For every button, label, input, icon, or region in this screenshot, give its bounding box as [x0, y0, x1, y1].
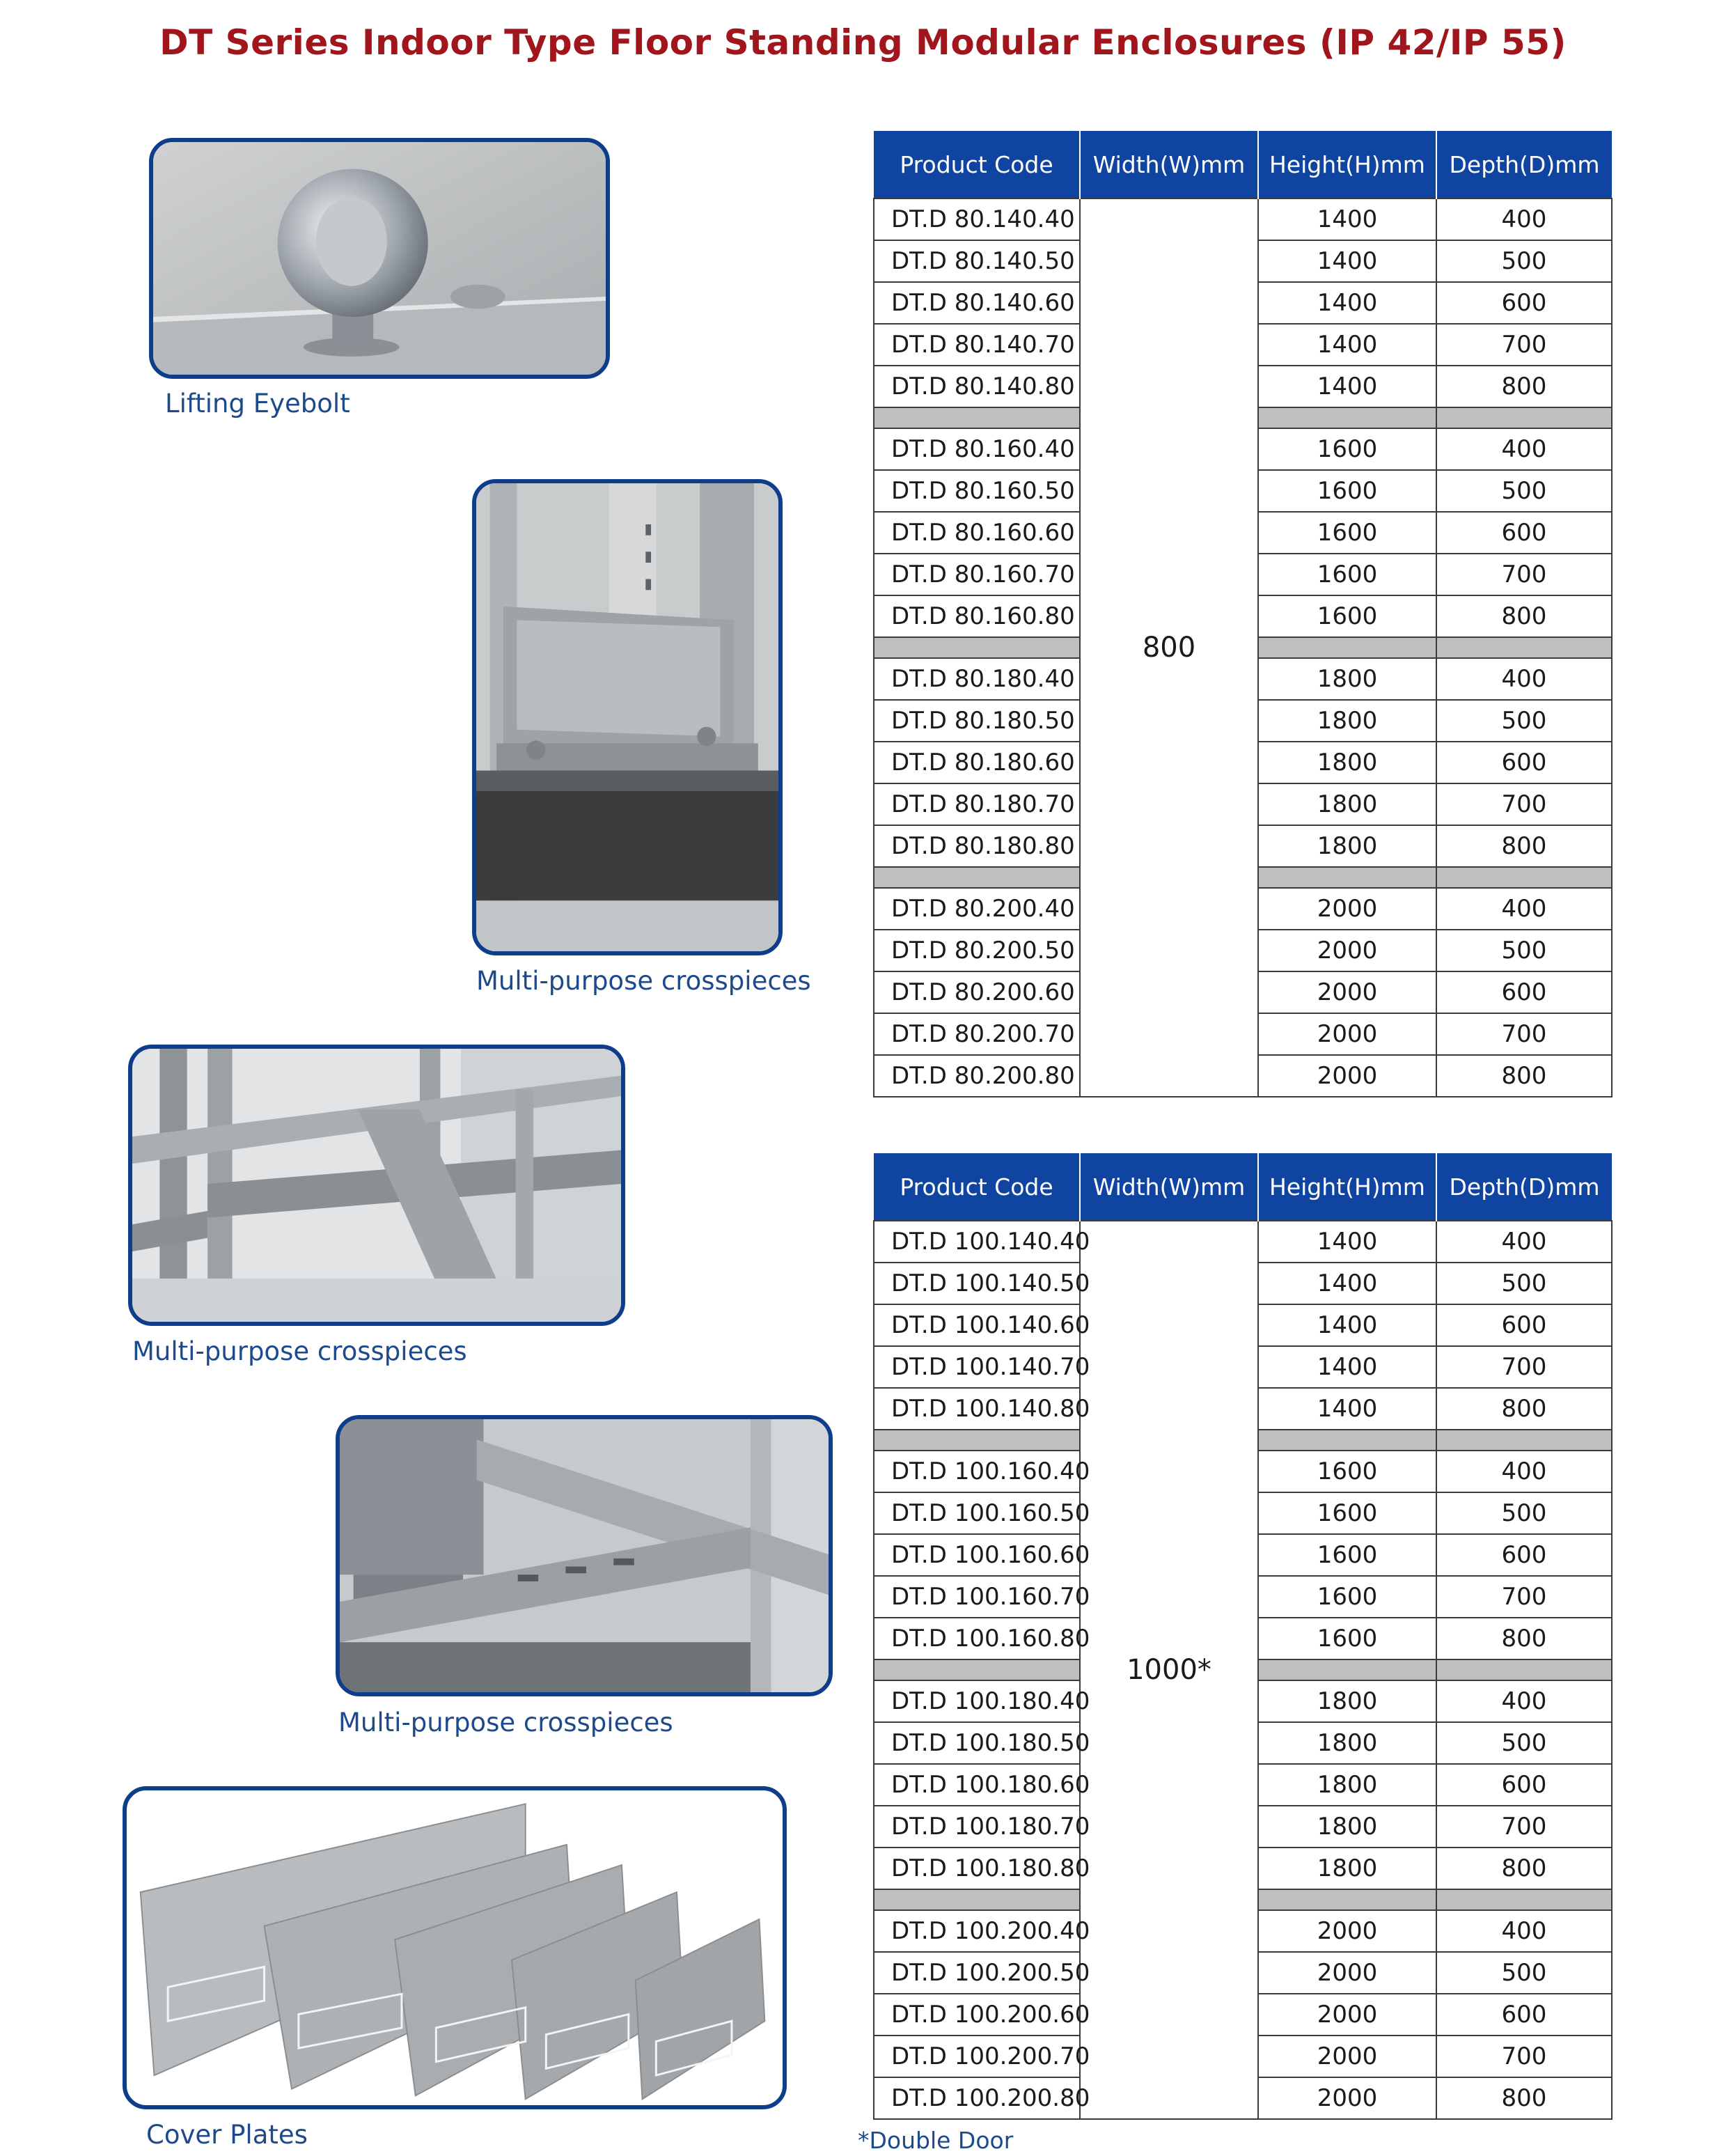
product-code-cell: DT.D 100.160.60: [874, 1534, 1080, 1576]
depth-cell: 400: [1436, 1221, 1612, 1263]
depth-cell: 700: [1436, 324, 1612, 366]
depth-cell: 400: [1436, 198, 1612, 240]
header-width: Width(W)mm: [1080, 1153, 1258, 1221]
height-cell: 1800: [1258, 1680, 1436, 1722]
separator-cell: [874, 407, 1080, 428]
header-product-code: Product Code: [874, 131, 1080, 198]
depth-cell: 500: [1436, 470, 1612, 512]
depth-cell: 400: [1436, 658, 1612, 700]
eyebolt-photo: [149, 138, 610, 379]
page-title: DT Series Indoor Type Floor Standing Modular Enclosures (IP 42/IP 55): [159, 22, 1567, 63]
separator-cell: [1436, 1659, 1612, 1680]
product-code-cell: DT.D 80.140.60: [874, 282, 1080, 324]
depth-cell: 400: [1436, 428, 1612, 470]
product-code-cell: DT.D 80.160.80: [874, 595, 1080, 637]
product-code-cell: DT.D 100.180.70: [874, 1806, 1080, 1848]
header-depth: Depth(D)mm: [1436, 131, 1612, 198]
crosspieces-caption-3: Multi-purpose crosspieces: [338, 1708, 673, 1737]
product-code-cell: DT.D 100.140.70: [874, 1346, 1080, 1388]
product-code-cell: DT.D 80.180.50: [874, 700, 1080, 742]
depth-cell: 700: [1436, 554, 1612, 595]
height-cell: 1400: [1258, 198, 1436, 240]
height-cell: 2000: [1258, 2036, 1436, 2077]
product-code-cell: DT.D 100.160.40: [874, 1451, 1080, 1492]
product-code-cell: DT.D 80.180.40: [874, 658, 1080, 700]
crosspieces-caption-1: Multi-purpose crosspieces: [476, 966, 811, 996]
width-cell: 800: [1080, 198, 1258, 1097]
spec-table-1000: [873, 1153, 1613, 2120]
depth-cell: 500: [1436, 700, 1612, 742]
product-code-cell: DT.D 80.200.60: [874, 971, 1080, 1013]
height-cell: 1800: [1258, 825, 1436, 867]
height-cell: 1800: [1258, 783, 1436, 825]
height-cell: 1400: [1258, 324, 1436, 366]
depth-cell: 800: [1436, 1848, 1612, 1889]
depth-cell: 800: [1436, 1618, 1612, 1659]
separator-cell: [1436, 1889, 1612, 1910]
product-code-cell: DT.D 80.160.60: [874, 512, 1080, 554]
height-cell: 1600: [1258, 512, 1436, 554]
depth-cell: 800: [1436, 1055, 1612, 1097]
separator-cell: [1436, 407, 1612, 428]
depth-cell: 600: [1436, 282, 1612, 324]
depth-cell: 500: [1436, 1492, 1612, 1534]
height-cell: 2000: [1258, 930, 1436, 971]
product-code-cell: DT.D 100.140.40: [874, 1221, 1080, 1263]
height-cell: 1400: [1258, 282, 1436, 324]
height-cell: 2000: [1258, 1952, 1436, 1994]
height-cell: 1600: [1258, 1534, 1436, 1576]
product-code-cell: DT.D 80.180.70: [874, 783, 1080, 825]
width-cell: 1000*: [1080, 1221, 1258, 2119]
separator-cell: [1258, 1889, 1436, 1910]
height-cell: 1600: [1258, 1451, 1436, 1492]
height-cell: 1600: [1258, 554, 1436, 595]
product-code-cell: DT.D 100.180.50: [874, 1722, 1080, 1764]
product-code-cell: DT.D 80.140.80: [874, 366, 1080, 407]
height-cell: 1400: [1258, 366, 1436, 407]
separator-cell: [1436, 1430, 1612, 1451]
product-code-cell: DT.D 100.140.80: [874, 1388, 1080, 1430]
product-code-cell: DT.D 100.140.50: [874, 1263, 1080, 1304]
product-code-cell: DT.D 80.140.40: [874, 198, 1080, 240]
spec-table-800: [873, 131, 1613, 1097]
depth-cell: 500: [1436, 1722, 1612, 1764]
separator-cell: [1258, 1659, 1436, 1680]
product-code-cell: DT.D 80.200.70: [874, 1013, 1080, 1055]
product-code-cell: DT.D 100.160.80: [874, 1618, 1080, 1659]
height-cell: 1600: [1258, 595, 1436, 637]
header-width: Width(W)mm: [1080, 131, 1258, 198]
height-cell: 1800: [1258, 700, 1436, 742]
depth-cell: 600: [1436, 1994, 1612, 2036]
height-cell: 1400: [1258, 1221, 1436, 1263]
depth-cell: 500: [1436, 1952, 1612, 1994]
product-code-cell: DT.D 100.180.60: [874, 1764, 1080, 1806]
product-code-cell: DT.D 100.180.40: [874, 1680, 1080, 1722]
depth-cell: 800: [1436, 2077, 1612, 2119]
product-code-cell: DT.D 100.160.70: [874, 1576, 1080, 1618]
depth-cell: 400: [1436, 1680, 1612, 1722]
product-code-cell: DT.D 100.160.50: [874, 1492, 1080, 1534]
height-cell: 1600: [1258, 428, 1436, 470]
header-depth: Depth(D)mm: [1436, 1153, 1612, 1221]
height-cell: 1800: [1258, 1848, 1436, 1889]
height-cell: 1800: [1258, 1764, 1436, 1806]
height-cell: 1400: [1258, 1304, 1436, 1346]
depth-cell: 600: [1436, 512, 1612, 554]
table-body: [874, 1221, 1612, 2119]
height-cell: 1600: [1258, 1492, 1436, 1534]
separator-cell: [874, 867, 1080, 888]
depth-cell: 800: [1436, 1388, 1612, 1430]
height-cell: 2000: [1258, 971, 1436, 1013]
depth-cell: 400: [1436, 1910, 1612, 1952]
product-code-cell: DT.D 80.200.50: [874, 930, 1080, 971]
depth-cell: 800: [1436, 366, 1612, 407]
height-cell: 2000: [1258, 1055, 1436, 1097]
footnote: *Double Door: [858, 2127, 1014, 2154]
depth-cell: 700: [1436, 783, 1612, 825]
height-cell: 1800: [1258, 742, 1436, 783]
height-cell: 1400: [1258, 1388, 1436, 1430]
product-code-cell: DT.D 100.180.80: [874, 1848, 1080, 1889]
separator-cell: [874, 1659, 1080, 1680]
product-code-cell: DT.D 80.200.40: [874, 888, 1080, 930]
height-cell: 2000: [1258, 1910, 1436, 1952]
height-cell: 1600: [1258, 1576, 1436, 1618]
product-code-cell: DT.D 100.200.70: [874, 2036, 1080, 2077]
depth-cell: 700: [1436, 1346, 1612, 1388]
separator-cell: [874, 1889, 1080, 1910]
product-code-cell: DT.D 100.140.60: [874, 1304, 1080, 1346]
separator-cell: [1436, 867, 1612, 888]
table-body: [874, 198, 1612, 1097]
product-code-cell: DT.D 80.180.80: [874, 825, 1080, 867]
depth-cell: 700: [1436, 2036, 1612, 2077]
depth-cell: 500: [1436, 1263, 1612, 1304]
product-code-cell: DT.D 80.200.80: [874, 1055, 1080, 1097]
product-code-cell: DT.D 100.200.60: [874, 1994, 1080, 2036]
depth-cell: 500: [1436, 930, 1612, 971]
depth-cell: 400: [1436, 1451, 1612, 1492]
crosspieces-caption-2: Multi-purpose crosspieces: [132, 1336, 467, 1366]
height-cell: 1600: [1258, 470, 1436, 512]
height-cell: 1800: [1258, 1806, 1436, 1848]
depth-cell: 500: [1436, 240, 1612, 282]
header-height: Height(H)mm: [1258, 131, 1436, 198]
product-code-cell: DT.D 80.160.70: [874, 554, 1080, 595]
header-product-code: Product Code: [874, 1153, 1080, 1221]
depth-cell: 600: [1436, 742, 1612, 783]
depth-cell: 800: [1436, 595, 1612, 637]
height-cell: 2000: [1258, 1013, 1436, 1055]
height-cell: 1800: [1258, 1722, 1436, 1764]
cover-plates-photo: [123, 1786, 787, 2109]
depth-cell: 600: [1436, 971, 1612, 1013]
separator-cell: [874, 637, 1080, 658]
product-code-cell: DT.D 100.200.80: [874, 2077, 1080, 2119]
depth-cell: 400: [1436, 888, 1612, 930]
crosspieces-photo-2: [128, 1045, 625, 1326]
separator-cell: [1258, 1430, 1436, 1451]
height-cell: 1400: [1258, 240, 1436, 282]
depth-cell: 700: [1436, 1806, 1612, 1848]
table-row: [874, 198, 1612, 240]
depth-cell: 700: [1436, 1576, 1612, 1618]
depth-cell: 600: [1436, 1534, 1612, 1576]
separator-cell: [1258, 637, 1436, 658]
table-header-row: [874, 131, 1612, 198]
separator-cell: [874, 1430, 1080, 1451]
product-code-cell: DT.D 80.180.60: [874, 742, 1080, 783]
height-cell: 1400: [1258, 1263, 1436, 1304]
product-code-cell: DT.D 80.160.40: [874, 428, 1080, 470]
crosspieces-photo-3: [336, 1415, 833, 1696]
height-cell: 2000: [1258, 2077, 1436, 2119]
table-header-row: [874, 1153, 1612, 1221]
product-code-cell: DT.D 80.140.70: [874, 324, 1080, 366]
eyebolt-caption: Lifting Eyebolt: [165, 389, 350, 419]
height-cell: 1600: [1258, 1618, 1436, 1659]
product-code-cell: DT.D 80.160.50: [874, 470, 1080, 512]
separator-cell: [1436, 637, 1612, 658]
cover-plates-caption: Cover Plates: [146, 2120, 308, 2150]
depth-cell: 600: [1436, 1304, 1612, 1346]
height-cell: 1800: [1258, 658, 1436, 700]
depth-cell: 600: [1436, 1764, 1612, 1806]
height-cell: 2000: [1258, 1994, 1436, 2036]
separator-cell: [1258, 407, 1436, 428]
product-code-cell: DT.D 100.200.50: [874, 1952, 1080, 1994]
separator-cell: [1258, 867, 1436, 888]
table-row: [874, 1221, 1612, 1263]
product-code-cell: DT.D 100.200.40: [874, 1910, 1080, 1952]
height-cell: 2000: [1258, 888, 1436, 930]
header-height: Height(H)mm: [1258, 1153, 1436, 1221]
depth-cell: 800: [1436, 825, 1612, 867]
product-code-cell: DT.D 80.140.50: [874, 240, 1080, 282]
depth-cell: 700: [1436, 1013, 1612, 1055]
height-cell: 1400: [1258, 1346, 1436, 1388]
crosspieces-photo-1: [472, 479, 783, 955]
